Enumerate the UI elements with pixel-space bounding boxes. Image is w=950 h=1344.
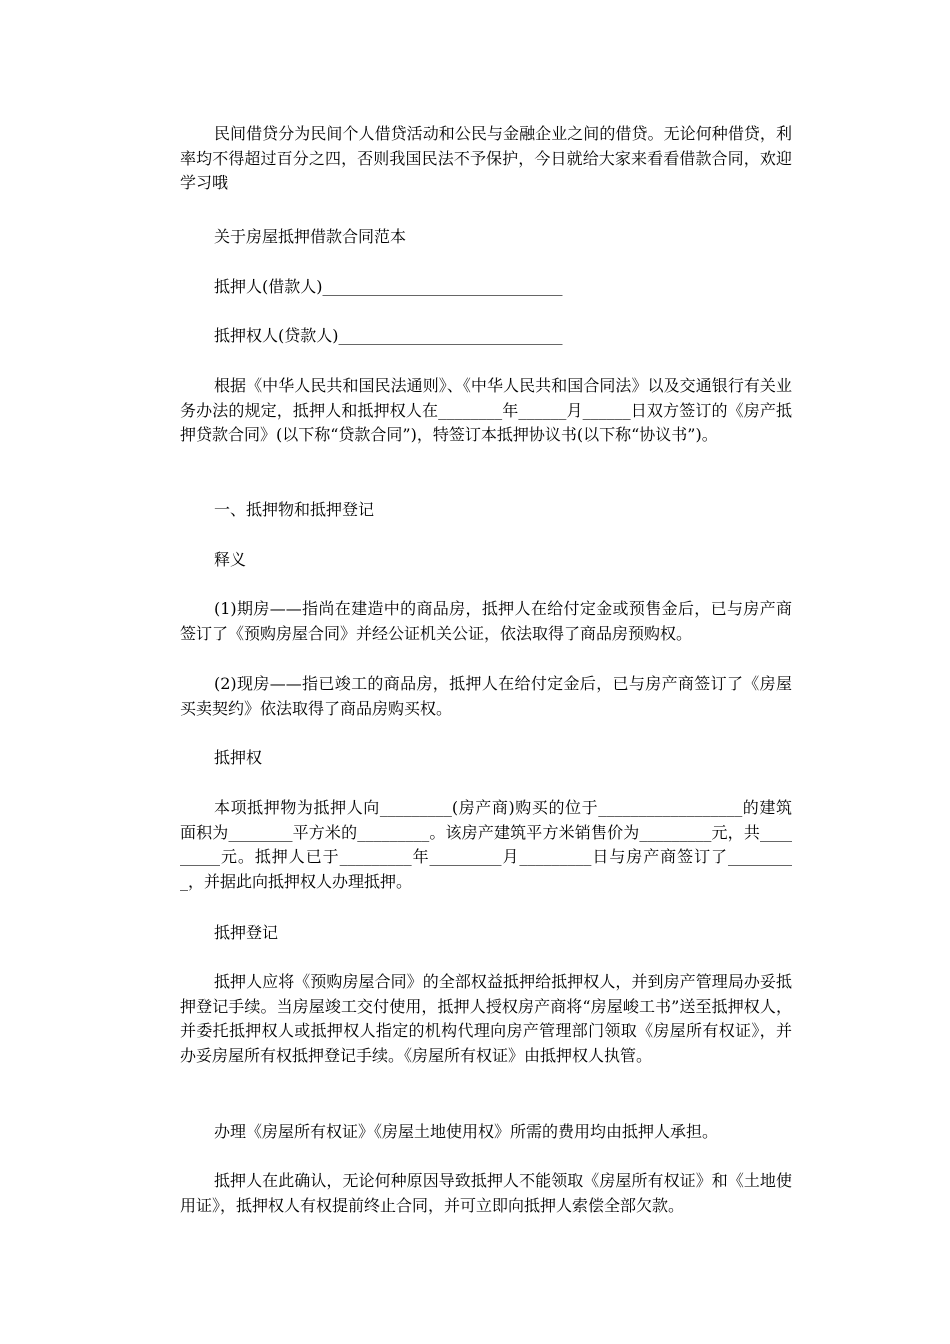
mortgagor-line: 抵押人(借款人)______________________________ <box>214 277 563 296</box>
confirmation-paragraph: 抵押人在此确认，无论何种原因导致抵押人不能领取《房屋所有权证》和《土地使用证》，抵押权人有权提前终止合同，并可立即向抵押人索偿全部欠款。 <box>180 1171 792 1215</box>
preamble-paragraph: 根据《中华人民共和国民法通则》、《中华人民共和国合同法》以及交通银行有关业务办法的规定，抵押人和抵押权人在________年______月______日双方签订的《房产抵押贷款合同》(以下称“贷款合同”)，特签订本抵押协议书(以下称“协议书”)。 <box>180 376 792 444</box>
definition-existing-house: (2)现房——指已竣工的商品房，抵押人在给付定金后，已与房产商签订了《房屋买卖契约》依法取得了商品房购买权。 <box>180 674 792 718</box>
intro-paragraph: 民间借贷分为民间个人借贷活动和公民与金融企业之间的借贷。无论何种借贷，利率均不得超过百分之四，否则我国民法不予保护，今日就给大家来看看借款合同，欢迎学习哦 <box>180 124 792 192</box>
registration-heading: 抵押登记 <box>214 923 279 942</box>
mortgage-right-paragraph: 本项抵押物为抵押人向_________(房产商)购买的位于__________________的建筑面积为________平方米的_________。该房产建筑平方米销售价为_________元，共_________元。抵押人已于_________年_________月_________日与房产商签订了_________，并据此向抵押权人办理抵押。 <box>180 798 792 891</box>
registration-paragraph: 抵押人应将《预购房屋合同》的全部权益抵押给抵押权人，并到房产管理局办妥抵押登记手续。当房屋竣工交付使用，抵押人授权房产商将“房屋峻工书”送至抵押权人，并委托抵押权人或抵押权人指定的机构代理向房产管理部门领取《房屋所有权证》，并办妥房屋所有权抵押登记手续。《房屋所有权证》由抵押权人执管。 <box>180 972 792 1065</box>
contract-title: 关于房屋抵押借款合同范本 <box>214 227 407 246</box>
mortgage-right-heading: 抵押权 <box>214 748 263 767</box>
definition-future-house: (1)期房——指尚在建造中的商品房，抵押人在给付定金或预售金后，已与房产商签订了《预购房屋合同》并经公证机关公证，依法取得了商品房预购权。 <box>180 599 792 643</box>
section-heading: 一、抵押物和抵押登记 <box>214 500 375 519</box>
mortgagee-line: 抵押权人(贷款人)____________________________ <box>214 326 563 345</box>
definitions-heading: 释义 <box>214 550 247 569</box>
fees-paragraph: 办理《房屋所有权证》《房屋土地使用权》所需的费用均由抵押人承担。 <box>214 1122 719 1141</box>
